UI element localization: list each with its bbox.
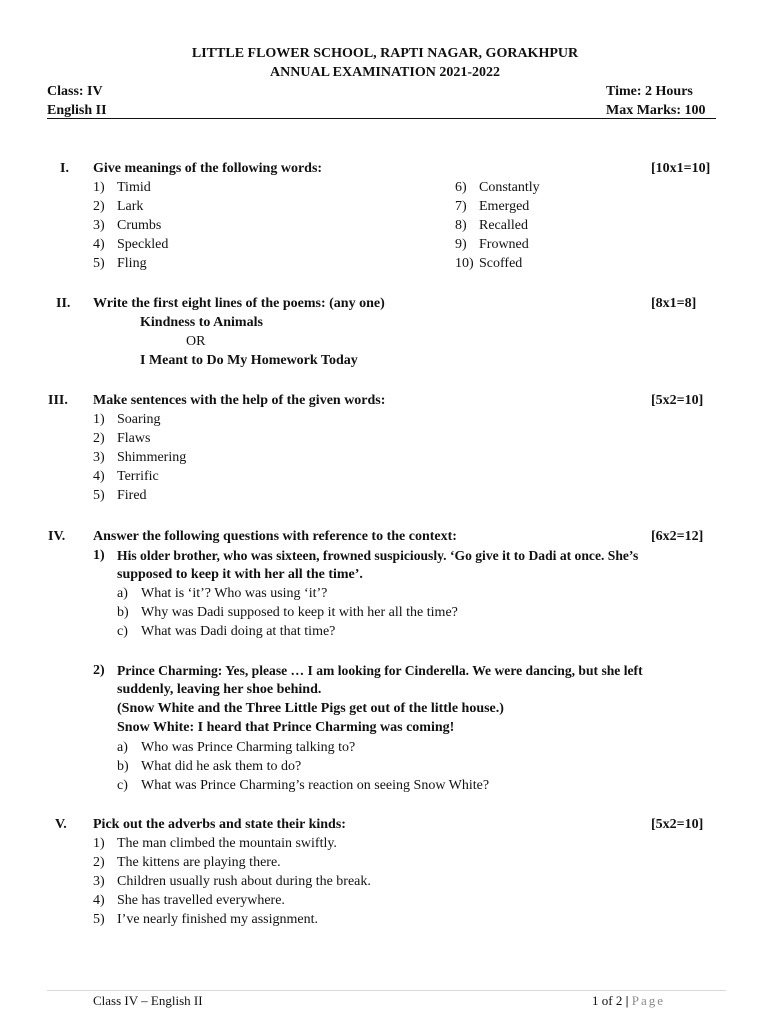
list-item: 1) Soaring (93, 412, 161, 427)
class-label: Class: IV (47, 84, 103, 99)
q1-right-list (455, 178, 540, 273)
q1-number: I. (60, 161, 69, 176)
list-item: 7) Emerged (455, 199, 530, 214)
q3-list (93, 410, 186, 505)
q4-marks: [6x2=12] (651, 529, 704, 544)
q4-passage-1-questions (117, 584, 458, 641)
footer-page-number (592, 991, 665, 1010)
school-name: LITTLE FLOWER SCHOOL, RAPTI NAGAR, GORAKHPUR (191, 46, 579, 61)
list-item: 4) She has travelled everywhere. (93, 893, 285, 908)
q5-title: Pick out the adverbs and state their kinds: (93, 817, 346, 832)
q5-number: V. (55, 817, 67, 832)
poem-option-2: I Meant to Do My Homework Today (140, 353, 358, 368)
exam-title: ANNUAL EXAMINATION 2021-2022 (270, 65, 500, 80)
list-item: 2) Flaws (93, 431, 151, 446)
q4-passage-2-line-2: suddenly, leaving her shoe behind. (117, 682, 322, 697)
q4-passage-2-questions (117, 738, 489, 795)
q3-number: III. (48, 393, 68, 408)
poem-or: OR (186, 334, 206, 349)
q3-marks: [5x2=10] (651, 393, 704, 408)
list-item: 9) Frowned (455, 237, 529, 252)
page-separator: | (625, 993, 629, 1008)
q5-marks: [5x2=10] (651, 817, 704, 832)
q2-number: II. (56, 296, 71, 311)
list-item: c) What was Dadi doing at that time? (117, 624, 336, 639)
list-item: 3) Crumbs (93, 218, 162, 233)
q2-title: Write the first eight lines of the poems: (any one) (93, 296, 385, 311)
q2-marks: [8x1=8] (651, 296, 697, 311)
q1-marks: [10x1=10] (651, 161, 711, 176)
list-item: a) Who was Prince Charming talking to? (117, 740, 356, 755)
q1-title: Give meanings of the following words: (93, 161, 323, 176)
list-item: a) What is ‘it’? Who was using ‘it’? (117, 586, 328, 601)
list-item: 5) Fling (93, 256, 147, 271)
list-item: 4) Speckled (93, 237, 169, 252)
time-label: Time: 2 Hours (606, 84, 693, 99)
list-item: c) What was Prince Charming’s reaction on seeing Snow White? (117, 778, 490, 793)
list-item: 10) Scoffed (455, 256, 523, 271)
page-count: 1 of 2 (592, 993, 623, 1008)
list-item: 2) The kittens are playing there. (93, 855, 281, 870)
q4-number: IV. (48, 529, 66, 544)
q5-list (93, 834, 371, 929)
q4-title: Answer the following questions with reference to the context: (93, 529, 457, 544)
subject-label: English II (47, 103, 107, 118)
list-item: 8) Recalled (455, 218, 528, 233)
list-item: 5) Fired (93, 488, 147, 503)
list-item: 1) Timid (93, 180, 151, 195)
q4-passage-1-number: 1) (93, 548, 105, 563)
list-item: 3) Shimmering (93, 450, 187, 465)
q4-passage-2-line-4: Snow White: I heard that Prince Charming was coming! (117, 720, 455, 735)
list-item: 2) Lark (93, 199, 144, 214)
q4-passage-2-number: 2) (93, 663, 105, 678)
list-item: 5) I’ve nearly finished my assignment. (93, 912, 319, 927)
q1-left-list (93, 178, 168, 273)
list-item: b) What did he ask them to do? (117, 759, 302, 774)
max-marks-label: Max Marks: 100 (606, 103, 706, 118)
poem-option-1: Kindness to Animals (140, 315, 263, 330)
list-item: 6) Constantly (455, 180, 540, 195)
q4-passage-1-line-2: supposed to keep it with her all the time’. (117, 567, 363, 582)
footer-class-subject: Class IV – English II (93, 993, 203, 1008)
q3-title: Make sentences with the help of the given words: (93, 393, 386, 408)
list-item: 1) The man climbed the mountain swiftly. (93, 836, 337, 851)
list-item: b) Why was Dadi supposed to keep it with her all the time? (117, 605, 458, 620)
q4-passage-1-line-1: His older brother, who was sixteen, frowned suspiciously. ‘Go give it to Dadi at once. She’s (117, 548, 639, 563)
list-item: 3) Children usually rush about during the break. (93, 874, 371, 889)
q4-passage-2-line-1: Prince Charming: Yes, please … I am looking for Cinderella. We were dancing, but she left (117, 663, 643, 678)
header-rule (47, 118, 716, 119)
page-word: Page (631, 993, 665, 1008)
q4-passage-2-line-3: (Snow White and the Three Little Pigs get out of the little house.) (117, 701, 504, 716)
list-item: 4) Terrific (93, 469, 159, 484)
